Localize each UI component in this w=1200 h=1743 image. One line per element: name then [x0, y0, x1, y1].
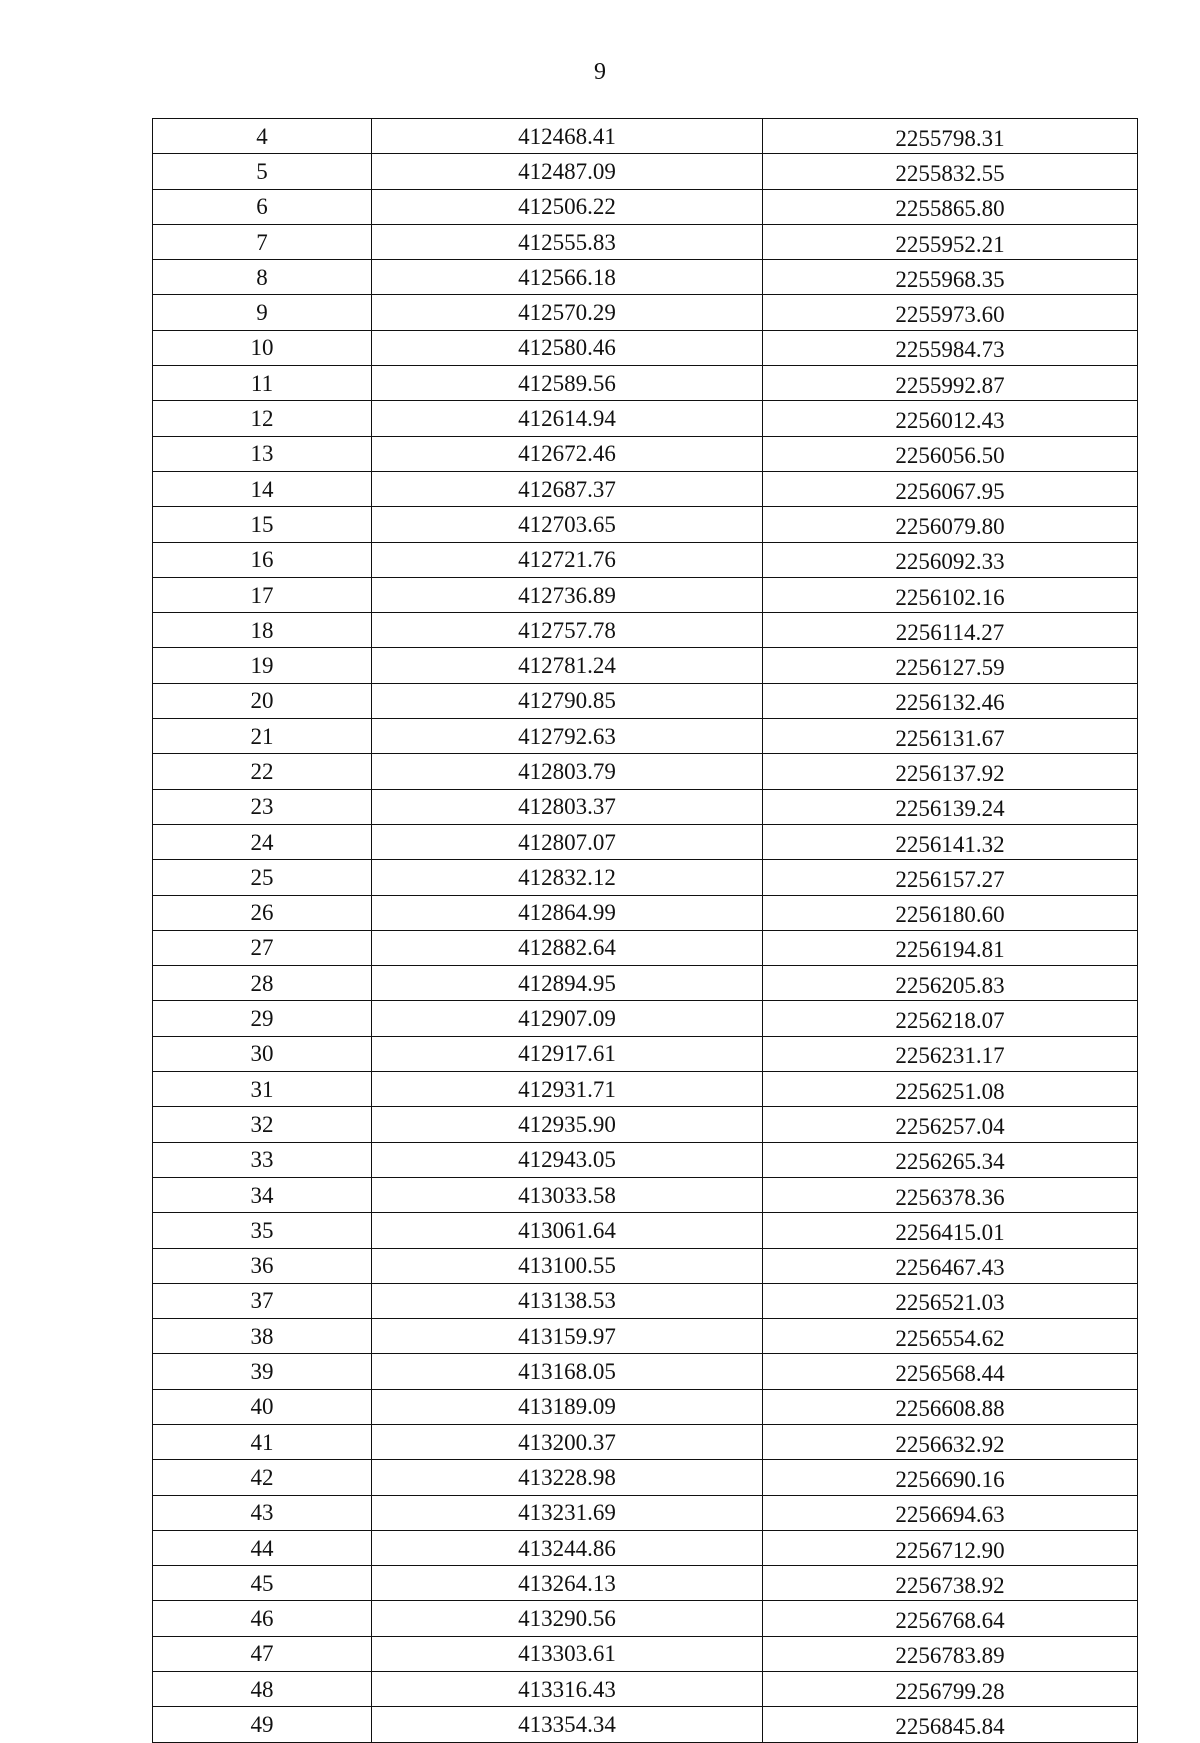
y-coordinate-cell: 2256131.67	[763, 719, 1138, 754]
point-number-cell: 30	[153, 1036, 372, 1071]
table-row	[153, 1283, 1138, 1318]
x-coordinate-cell: 413189.09	[372, 1389, 763, 1424]
table-row	[153, 1566, 1138, 1601]
y-coordinate-cell: 2256132.46	[763, 683, 1138, 718]
x-coordinate-cell: 412487.09	[372, 154, 763, 189]
point-number-cell: 33	[153, 1142, 372, 1177]
x-coordinate-cell: 412736.89	[372, 577, 763, 612]
x-coordinate-cell: 412506.22	[372, 189, 763, 224]
x-coordinate-cell: 412721.76	[372, 542, 763, 577]
y-coordinate-cell: 2255798.31	[763, 119, 1138, 154]
table-row	[153, 260, 1138, 295]
table-row	[153, 330, 1138, 365]
x-coordinate-cell: 413290.56	[372, 1601, 763, 1636]
y-coordinate-cell: 2256257.04	[763, 1107, 1138, 1142]
y-coordinate-cell: 2256265.34	[763, 1142, 1138, 1177]
coordinates-table	[152, 118, 1138, 1743]
table-row	[153, 1354, 1138, 1389]
x-coordinate-cell: 412864.99	[372, 895, 763, 930]
point-number-cell: 28	[153, 966, 372, 1001]
y-coordinate-cell: 2256092.33	[763, 542, 1138, 577]
point-number-cell: 13	[153, 436, 372, 471]
y-coordinate-cell: 2256251.08	[763, 1072, 1138, 1107]
table-row	[153, 224, 1138, 259]
y-coordinate-cell: 2255992.87	[763, 366, 1138, 401]
table-row	[153, 860, 1138, 895]
point-number-cell: 36	[153, 1248, 372, 1283]
table-row	[153, 895, 1138, 930]
point-number-cell: 47	[153, 1636, 372, 1671]
y-coordinate-cell: 2256056.50	[763, 436, 1138, 471]
x-coordinate-cell: 413228.98	[372, 1460, 763, 1495]
y-coordinate-cell: 2256845.84	[763, 1707, 1138, 1742]
point-number-cell: 39	[153, 1354, 372, 1389]
table-row	[153, 683, 1138, 718]
table-row	[153, 1177, 1138, 1212]
x-coordinate-cell: 413138.53	[372, 1283, 763, 1318]
y-coordinate-cell: 2256194.81	[763, 930, 1138, 965]
x-coordinate-cell: 412943.05	[372, 1142, 763, 1177]
table-row	[153, 401, 1138, 436]
table-row	[153, 154, 1138, 189]
x-coordinate-cell: 412917.61	[372, 1036, 763, 1071]
y-coordinate-cell: 2256139.24	[763, 789, 1138, 824]
table-row	[153, 754, 1138, 789]
y-coordinate-cell: 2255865.80	[763, 189, 1138, 224]
y-coordinate-cell: 2255952.21	[763, 224, 1138, 259]
point-number-cell: 31	[153, 1072, 372, 1107]
point-number-cell: 8	[153, 260, 372, 295]
x-coordinate-cell: 413159.97	[372, 1319, 763, 1354]
y-coordinate-cell: 2256114.27	[763, 613, 1138, 648]
table-row	[153, 1107, 1138, 1142]
table-row	[153, 436, 1138, 471]
y-coordinate-cell: 2255832.55	[763, 154, 1138, 189]
x-coordinate-cell: 412894.95	[372, 966, 763, 1001]
point-number-cell: 34	[153, 1177, 372, 1212]
point-number-cell: 12	[153, 401, 372, 436]
y-coordinate-cell: 2256783.89	[763, 1636, 1138, 1671]
point-number-cell: 29	[153, 1001, 372, 1036]
x-coordinate-cell: 412931.71	[372, 1072, 763, 1107]
table-row	[153, 1707, 1138, 1742]
x-coordinate-cell: 412468.41	[372, 119, 763, 154]
point-number-cell: 46	[153, 1601, 372, 1636]
y-coordinate-cell: 2255968.35	[763, 260, 1138, 295]
table-row	[153, 1001, 1138, 1036]
y-coordinate-cell: 2256632.92	[763, 1424, 1138, 1459]
y-coordinate-cell: 2256012.43	[763, 401, 1138, 436]
x-coordinate-cell: 412703.65	[372, 507, 763, 542]
y-coordinate-cell: 2256568.44	[763, 1354, 1138, 1389]
table-row	[153, 507, 1138, 542]
table-row	[153, 189, 1138, 224]
y-coordinate-cell: 2256127.59	[763, 648, 1138, 683]
point-number-cell: 32	[153, 1107, 372, 1142]
table-row	[153, 295, 1138, 330]
table-row	[153, 930, 1138, 965]
point-number-cell: 37	[153, 1283, 372, 1318]
x-coordinate-cell: 413033.58	[372, 1177, 763, 1212]
y-coordinate-cell: 2256079.80	[763, 507, 1138, 542]
point-number-cell: 11	[153, 366, 372, 401]
x-coordinate-cell: 412803.37	[372, 789, 763, 824]
x-coordinate-cell: 412832.12	[372, 860, 763, 895]
point-number-cell: 48	[153, 1672, 372, 1707]
point-number-cell: 18	[153, 613, 372, 648]
point-number-cell: 5	[153, 154, 372, 189]
x-coordinate-cell: 412580.46	[372, 330, 763, 365]
table-row	[153, 577, 1138, 612]
table-row	[153, 471, 1138, 506]
table-row	[153, 648, 1138, 683]
x-coordinate-cell: 413264.13	[372, 1566, 763, 1601]
point-number-cell: 10	[153, 330, 372, 365]
point-number-cell: 9	[153, 295, 372, 330]
point-number-cell: 6	[153, 189, 372, 224]
point-number-cell: 22	[153, 754, 372, 789]
table-row	[153, 1672, 1138, 1707]
table-row	[153, 1530, 1138, 1565]
coordinates-table-body	[153, 119, 1138, 1743]
x-coordinate-cell: 412807.07	[372, 824, 763, 859]
table-row	[153, 613, 1138, 648]
x-coordinate-cell: 412555.83	[372, 224, 763, 259]
y-coordinate-cell: 2256521.03	[763, 1283, 1138, 1318]
x-coordinate-cell: 413354.34	[372, 1707, 763, 1742]
table-row	[153, 789, 1138, 824]
point-number-cell: 43	[153, 1495, 372, 1530]
y-coordinate-cell: 2256067.95	[763, 471, 1138, 506]
x-coordinate-cell: 412687.37	[372, 471, 763, 506]
page-number: 9	[594, 59, 606, 85]
table-row	[153, 1072, 1138, 1107]
x-coordinate-cell: 412882.64	[372, 930, 763, 965]
table-row	[153, 542, 1138, 577]
y-coordinate-cell: 2256102.16	[763, 577, 1138, 612]
x-coordinate-cell: 412907.09	[372, 1001, 763, 1036]
table-row	[153, 719, 1138, 754]
point-number-cell: 4	[153, 119, 372, 154]
point-number-cell: 24	[153, 824, 372, 859]
x-coordinate-cell: 412781.24	[372, 648, 763, 683]
x-coordinate-cell: 413168.05	[372, 1354, 763, 1389]
x-coordinate-cell: 412757.78	[372, 613, 763, 648]
x-coordinate-cell: 412566.18	[372, 260, 763, 295]
x-coordinate-cell: 413200.37	[372, 1424, 763, 1459]
point-number-cell: 16	[153, 542, 372, 577]
table-row	[153, 1142, 1138, 1177]
table-row	[153, 1213, 1138, 1248]
point-number-cell: 44	[153, 1530, 372, 1565]
point-number-cell: 45	[153, 1566, 372, 1601]
y-coordinate-cell: 2256768.64	[763, 1601, 1138, 1636]
x-coordinate-cell: 412589.56	[372, 366, 763, 401]
table-row	[153, 119, 1138, 154]
y-coordinate-cell: 2256608.88	[763, 1389, 1138, 1424]
point-number-cell: 15	[153, 507, 372, 542]
point-number-cell: 25	[153, 860, 372, 895]
table-row	[153, 1495, 1138, 1530]
table-row	[153, 1601, 1138, 1636]
table-row	[153, 1424, 1138, 1459]
x-coordinate-cell: 412570.29	[372, 295, 763, 330]
y-coordinate-cell: 2256157.27	[763, 860, 1138, 895]
point-number-cell: 23	[153, 789, 372, 824]
y-coordinate-cell: 2256467.43	[763, 1248, 1138, 1283]
point-number-cell: 41	[153, 1424, 372, 1459]
y-coordinate-cell: 2256694.63	[763, 1495, 1138, 1530]
point-number-cell: 40	[153, 1389, 372, 1424]
table-row	[153, 1389, 1138, 1424]
point-number-cell: 27	[153, 930, 372, 965]
point-number-cell: 17	[153, 577, 372, 612]
y-coordinate-cell: 2256690.16	[763, 1460, 1138, 1495]
point-number-cell: 19	[153, 648, 372, 683]
table-row	[153, 1248, 1138, 1283]
point-number-cell: 21	[153, 719, 372, 754]
y-coordinate-cell: 2256231.17	[763, 1036, 1138, 1071]
x-coordinate-cell: 413303.61	[372, 1636, 763, 1671]
table-row	[153, 366, 1138, 401]
table-row	[153, 824, 1138, 859]
table-row	[153, 966, 1138, 1001]
x-coordinate-cell: 413061.64	[372, 1213, 763, 1248]
y-coordinate-cell: 2256205.83	[763, 966, 1138, 1001]
point-number-cell: 26	[153, 895, 372, 930]
point-number-cell: 38	[153, 1319, 372, 1354]
y-coordinate-cell: 2255984.73	[763, 330, 1138, 365]
table-row	[153, 1460, 1138, 1495]
table-row	[153, 1319, 1138, 1354]
x-coordinate-cell: 412672.46	[372, 436, 763, 471]
y-coordinate-cell: 2255973.60	[763, 295, 1138, 330]
table-row	[153, 1636, 1138, 1671]
x-coordinate-cell: 412803.79	[372, 754, 763, 789]
y-coordinate-cell: 2256799.28	[763, 1672, 1138, 1707]
x-coordinate-cell: 412792.63	[372, 719, 763, 754]
y-coordinate-cell: 2256378.36	[763, 1177, 1138, 1212]
y-coordinate-cell: 2256180.60	[763, 895, 1138, 930]
point-number-cell: 7	[153, 224, 372, 259]
x-coordinate-cell: 412790.85	[372, 683, 763, 718]
y-coordinate-cell: 2256137.92	[763, 754, 1138, 789]
y-coordinate-cell: 2256415.01	[763, 1213, 1138, 1248]
y-coordinate-cell: 2256218.07	[763, 1001, 1138, 1036]
x-coordinate-cell: 413231.69	[372, 1495, 763, 1530]
x-coordinate-cell: 413100.55	[372, 1248, 763, 1283]
x-coordinate-cell: 412614.94	[372, 401, 763, 436]
point-number-cell: 20	[153, 683, 372, 718]
x-coordinate-cell: 412935.90	[372, 1107, 763, 1142]
point-number-cell: 14	[153, 471, 372, 506]
table-row	[153, 1036, 1138, 1071]
y-coordinate-cell: 2256554.62	[763, 1319, 1138, 1354]
x-coordinate-cell: 413316.43	[372, 1672, 763, 1707]
point-number-cell: 35	[153, 1213, 372, 1248]
y-coordinate-cell: 2256738.92	[763, 1566, 1138, 1601]
point-number-cell: 49	[153, 1707, 372, 1742]
y-coordinate-cell: 2256141.32	[763, 824, 1138, 859]
y-coordinate-cell: 2256712.90	[763, 1530, 1138, 1565]
point-number-cell: 42	[153, 1460, 372, 1495]
x-coordinate-cell: 413244.86	[372, 1530, 763, 1565]
